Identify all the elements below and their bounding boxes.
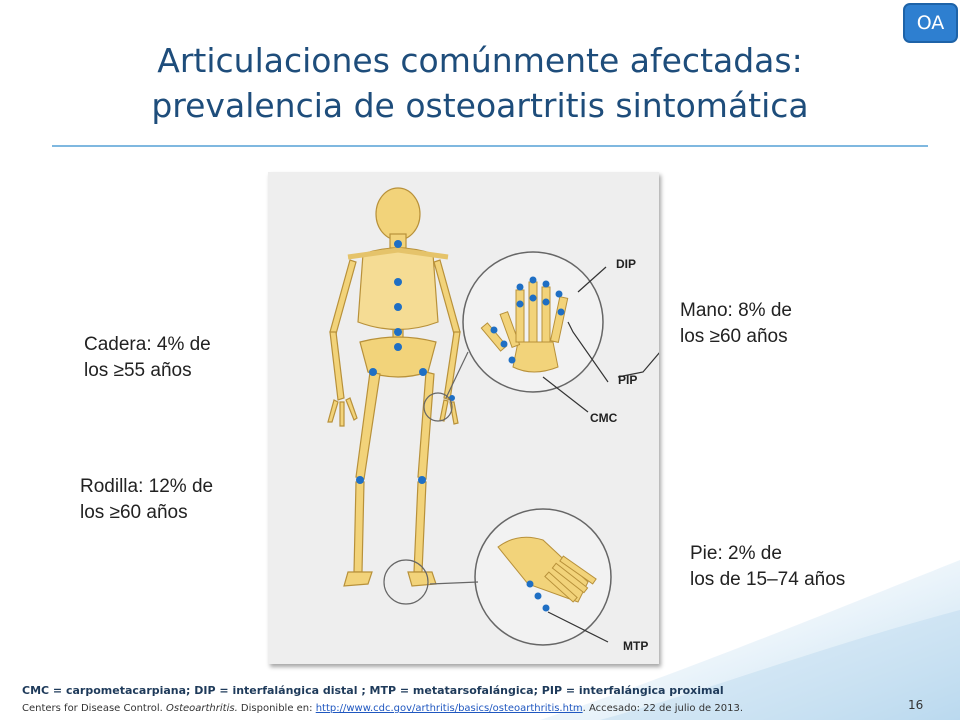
page-number: 16 [908, 698, 924, 712]
abbreviations-footnote: CMC = carpometacarpiana; DIP = interfalángica distal ; MTP = metatarsofalángica; PIP = interfalángica proximal [22, 684, 724, 697]
source-citation [22, 703, 743, 714]
callout-mano-line2: los ≥60 años [680, 326, 788, 347]
title-divider [52, 145, 928, 147]
dip-label: DIP [616, 257, 637, 271]
citation-link[interactable]: http://www.cdc.gov/arthritis/basics/osteoarthritis.htm [315, 703, 583, 714]
callout-pie-line2: los de 15–74 años [690, 569, 846, 590]
slide-title [40, 38, 920, 128]
cmc-label: CMC [590, 411, 618, 425]
mtp-label: MTP [623, 639, 649, 653]
callout-pie [690, 541, 845, 593]
citation-accessed: . Accesado: 22 de julio de 2013. [582, 703, 744, 714]
citation-title: Osteoarthritis. [166, 703, 238, 714]
callout-rodilla-line1: Rodilla: 12% de [80, 476, 214, 497]
oa-badge[interactable]: OA [903, 3, 958, 43]
skeleton-figure [268, 172, 659, 664]
skeleton-illustration [268, 172, 659, 664]
callout-cadera-line2: los ≥55 años [84, 360, 192, 381]
callout-rodilla-line2: los ≥60 años [80, 502, 188, 523]
callout-cadera-line1: Cadera: 4% de [84, 334, 211, 355]
citation-available: Disponible en: [237, 703, 316, 714]
callout-cadera [84, 332, 211, 384]
title-line-2: prevalencia de osteoartritis sintomática [151, 86, 809, 125]
callout-mano [680, 298, 792, 350]
citation-author: Centers for Disease Control. [22, 703, 166, 714]
callout-rodilla [80, 474, 213, 526]
callout-pie-line1: Pie: 2% de [690, 543, 782, 564]
title-line-1: Articulaciones comúnmente afectadas: [157, 41, 803, 80]
pip-label: PIP [618, 373, 638, 387]
callout-mano-line1: Mano: 8% de [680, 300, 792, 321]
